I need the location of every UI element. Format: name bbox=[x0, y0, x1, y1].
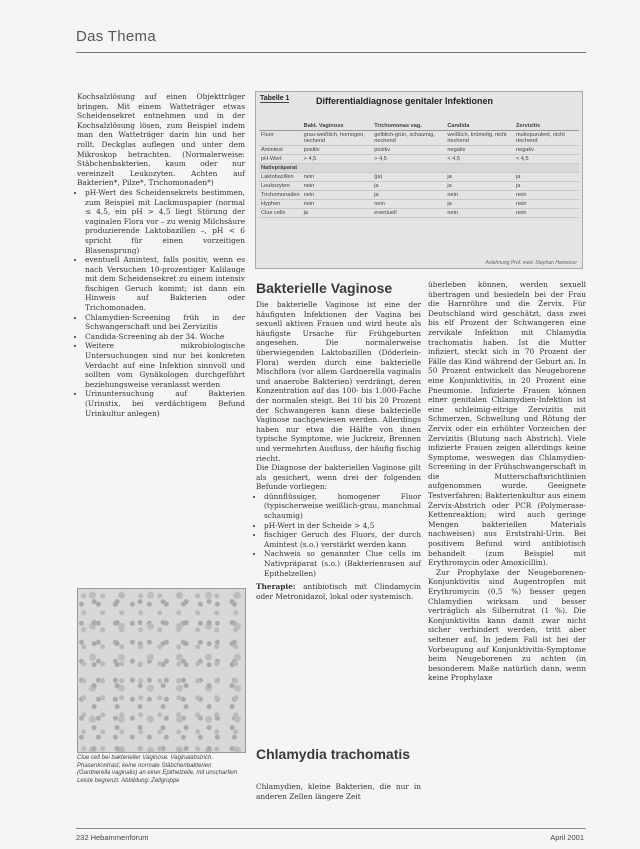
therapy-paragraph bbox=[256, 582, 421, 601]
table-cell: nein bbox=[302, 191, 373, 200]
table-header: Candida bbox=[445, 122, 514, 131]
table-cell: ja bbox=[372, 191, 445, 200]
right-column bbox=[428, 280, 586, 683]
table-cell: gelblich-grün, schaumig, riechend bbox=[372, 131, 445, 146]
photo-caption: Clue cell bei bakterieller Vaginose. Vaginalabstrich. Phasenkontrast; keine normale Stäbchenbakterien (Gardnerella vaginalis) an einer Epithelzelle, mit unscharfem Leiste begrenzt. Abbildung: Zellgruppe bbox=[77, 755, 238, 784]
table-cell: eventuell bbox=[372, 209, 445, 218]
left-bullet: • Weitere mikrobiologische Untersuchungen sind nur bei konkreten Verdacht auf eine Infektion sinnvoll und sollten vom Gynäkologen durchgeführt beziehungsweise veranlasst werden bbox=[85, 341, 245, 389]
clue-cell-photo bbox=[77, 588, 246, 753]
left-bullet: • Candida-Screening ab der 34. Woche bbox=[85, 332, 245, 342]
table-source: Anlehnung Prof. med. Stephan Hannover bbox=[485, 260, 577, 266]
table-header bbox=[259, 122, 302, 131]
table-row bbox=[259, 146, 579, 155]
table-cell: ja bbox=[445, 200, 514, 209]
table-header-row bbox=[259, 122, 579, 131]
bv-bullet: • Nachweis so genannter Clue cells im Nativpräparat (s.o.) (Bakterienrasen auf Epithelzellen) bbox=[264, 549, 421, 578]
chlamydia-intro bbox=[256, 782, 421, 801]
section-title: Das Thema bbox=[76, 28, 156, 45]
left-column bbox=[77, 92, 245, 418]
table-row bbox=[259, 155, 579, 164]
footer-page-magazine: 232 Hebammenforum bbox=[76, 833, 149, 842]
table-cell: Leukozyten bbox=[259, 182, 302, 191]
right-text: überleben können, werden sexuell übertragen und besiedeln bei der Frau die Harnröhre und die Zervix. Für Deutschland wird geschätzt, dass zwei bis elf Prozent der Schwangeren eine zervikale Infektion mit Chlamydia trachomatis haben. Ist die Mutter infiziert, steckt sich in 70 Prozent der Fälle das Kind während der Geburt an. In 50 Prozent entwickelt das Neugeborene eine Konjunktivitis, in 20 Prozent eine Pneumonie. Infizierte Frauen können einer genitalen Chlamydien-Infektion ist eine schleimig-eitrige Zervizitis mit Schmerzen, Schwellung und Rötung der Zervix oder ein erhöhter Vorzeichen der Zervizitis (Blutung nach Abstrich). Viele infizierte Frauen zeigen allerdings keine Symptome, weswegen das Chlamydien-Screening in der Frühschwangerschaft in die Mutterschaftsrichtlinien aufgenommen wurde. Geeignete Testverfahren: Bakterienkultur aus einem Zervix-Abstrich oder PCR (Polymerase-Kettenreaktion; wird auch geringe Mengen bakteriellen Materials nachweisen) aus Erststrahl-Urin. Bei positivem Befund wird antibiotisch behandelt (zum Beispiel mit Erythromycin oder Amoxicillin). bbox=[428, 280, 586, 568]
table-cell: < 4,5 bbox=[445, 155, 514, 164]
table-cell: > 4,5 bbox=[372, 155, 445, 164]
table-cell: nein bbox=[514, 191, 579, 200]
table-tag: Tabelle 1 bbox=[260, 95, 290, 102]
left-bullet: • Chlamydien-Screening früh in der Schwangerschaft und bei Zervizitis bbox=[85, 313, 245, 332]
table-cell: Trichomonaden bbox=[261, 192, 300, 198]
table-cell: Clue cells bbox=[259, 209, 302, 218]
table-cell: Hyphen bbox=[259, 200, 302, 209]
table-title: Differentialdiagnose genitaler Infektionen bbox=[316, 96, 494, 106]
table-cell: nein bbox=[302, 173, 373, 182]
table-row bbox=[259, 209, 579, 218]
table-cell: ja bbox=[302, 209, 373, 218]
diagnosis-table bbox=[259, 122, 579, 218]
table-cell: pH-Wert bbox=[259, 155, 302, 164]
bv-diag-intro: Die Diagnose der bakteriellen Vaginose gilt als gesichert, wenn drei der folgenden Befunde vorliegen: bbox=[256, 463, 421, 492]
table-row bbox=[259, 173, 579, 182]
table-cell: nein bbox=[514, 200, 579, 209]
table-cell: Laktobazillen bbox=[259, 173, 302, 182]
bv-bullet: • dünnflüssiger, homogener Fluor (typischerweise weißlich-grau, manchmal schaumig) bbox=[264, 492, 421, 521]
table-header: Trichomonas vag. bbox=[372, 122, 445, 131]
bv-bullet: • fischiger Geruch des Fluors, der durch Amintest (s.o.) verstärkt werden kann bbox=[264, 530, 421, 549]
table-cell: Fluor bbox=[259, 131, 302, 146]
heading-chlamydia: Chlamydia trachomatis bbox=[256, 746, 411, 762]
diagnosis-table-box bbox=[255, 91, 583, 269]
table-cell: ja bbox=[372, 182, 445, 191]
table-cell: weißlich, krümelig, nicht riechend bbox=[445, 131, 514, 146]
table-row bbox=[259, 182, 579, 191]
bv-bullets bbox=[256, 492, 421, 578]
right-text-2: Zur Prophylaxe der Neugeborenen-Konjunktivitis sind Augentropfen mit Erythromycin (0,5 %) besser gegen Chlamydien wirksam und besser verträglich als Silbernitrat (1 %). Die Konjunktivitis kann damit zwar nicht sicher verhindert werden, tritt aber seltener auf. In jedem Fall ist bei der Vorbeugung auf Konjunktivitis-Symptome beim Neugeborenen zu achten (in besonderem Maße natürlich dann, wenn keine Prophylaxe bbox=[428, 567, 586, 683]
table-cell: ja bbox=[445, 182, 514, 191]
table-cell: ja bbox=[514, 182, 579, 191]
table-cell: nein bbox=[514, 209, 579, 218]
table-cell: grau-weißlich, homogen, riechend bbox=[302, 131, 373, 146]
left-bullet: • pH-Wert des Scheidensekrets bestimmen, zum Beispiel mit Lackmuspapier (normal ≤ 4,5, ein pH > 4,5 liegt Störung der vaginalen Flora vor – zu wenig Milchsäure produzierende Laktobazillen –, pH < 6 spricht für einen vorzeitigen Blasensprung) bbox=[85, 188, 245, 255]
left-bullet: • eventuell Amintest, falls positiv, wenn es nach Versuchen 10-prozentiger Kalilauge mit dem Scheidensekret zu einem intensiv fischigen Geruch kommt; ist dann ein Hinweis auf Bakterien oder Trichomonaden. bbox=[85, 255, 245, 313]
table-row bbox=[259, 200, 579, 209]
therapy-label: Therapie: bbox=[256, 582, 296, 592]
bv-text: Die bakterielle Vaginose ist eine der häufigsten Infektionen der Vagina bei sexuell aktiven Frauen und wird heute als häufigste Ursache für Frühgeburten angesehen. Die normalerweise überwiegenden Laktobazillen (Döderlein-Flora) werden durch eine bakterielle Mischflora (vor allem Gardnerella vaginalis und anaerobe Bakterien) verdrängt, deren Konzentration auf das 100- bis 1.000-Fache der normalen steigt. Bei 10 bis 20 Prozent der Schwangeren kann diese bakterielle Vaginose nachgewiesen werden. Allerdings haben nur etwa die Hälfte von ihnen typische Symptome, wie Juckreiz, Brennen und vermehrten Ausfluss, der häufig fischig riecht. bbox=[256, 300, 421, 463]
table-cell: positiv bbox=[302, 146, 373, 155]
table-cell: < 4,5 bbox=[514, 155, 579, 164]
table-cell: nein bbox=[445, 209, 514, 218]
table-cell: ja bbox=[445, 173, 514, 182]
left-intro: Kochsalzlösung auf einen Objektträger bringen. Mit einem Watteträger etwas Scheidensekret entnehmen und in der Kochsalzlösung lösen, zum Beispiel indem man den Watteträger darin hin und her rollt. Deckglas auflegen und unter dem Mikroskop betrachten. (Normalerweise: Stäbchenbakterien, kaum oder nur vereinzelt Leukozyten. Achten auf Bakterien*, Pilze*, Trichomonaden*) bbox=[77, 92, 245, 188]
table-header: Zervizitis bbox=[514, 122, 579, 131]
table-cell: (ja) bbox=[372, 173, 445, 182]
table-cell: positiv bbox=[372, 146, 445, 155]
table-cell: negativ bbox=[514, 146, 579, 155]
table-cell: negativ bbox=[445, 146, 514, 155]
therapy-text: antibiotisch mit Clindamycin oder Metronidazol, lokal oder systemisch. bbox=[256, 582, 421, 601]
footer-date: April 2001 bbox=[550, 833, 584, 842]
middle-column bbox=[256, 300, 421, 601]
left-bullet: • Urinuntersuchung auf Bakterien (Urinstix, bei verdächtigem Befund Urinkultur anlegen) bbox=[85, 389, 245, 418]
table-header: Bakt. Vaginose bbox=[302, 122, 373, 131]
table-cell: > 4,5 bbox=[302, 155, 373, 164]
table-cell: Amintest bbox=[259, 146, 302, 155]
table-subheading: Nativpräparat bbox=[259, 164, 579, 173]
top-rule bbox=[76, 52, 586, 53]
table-cell: nein bbox=[372, 200, 445, 209]
table-cell: mukopurulent, nicht riechend bbox=[514, 131, 579, 146]
table-subheading-row bbox=[259, 164, 579, 173]
table-cell: nein bbox=[302, 182, 373, 191]
table-cell: nein bbox=[302, 200, 373, 209]
footer-rule bbox=[76, 828, 586, 829]
cl-text: Chlamydien, kleine Bakterien, die nur in anderen Zellen längere Zeit bbox=[256, 782, 421, 801]
table-row bbox=[259, 131, 579, 146]
heading-bakterielle-vaginose: Bakterielle Vaginose bbox=[256, 280, 393, 296]
table-row bbox=[259, 191, 579, 200]
left-bullets bbox=[77, 188, 245, 418]
bv-bullet: • pH-Wert in der Scheide > 4,5 bbox=[264, 521, 421, 531]
table-cell: ja bbox=[514, 173, 579, 182]
table-cell: nein bbox=[445, 191, 514, 200]
